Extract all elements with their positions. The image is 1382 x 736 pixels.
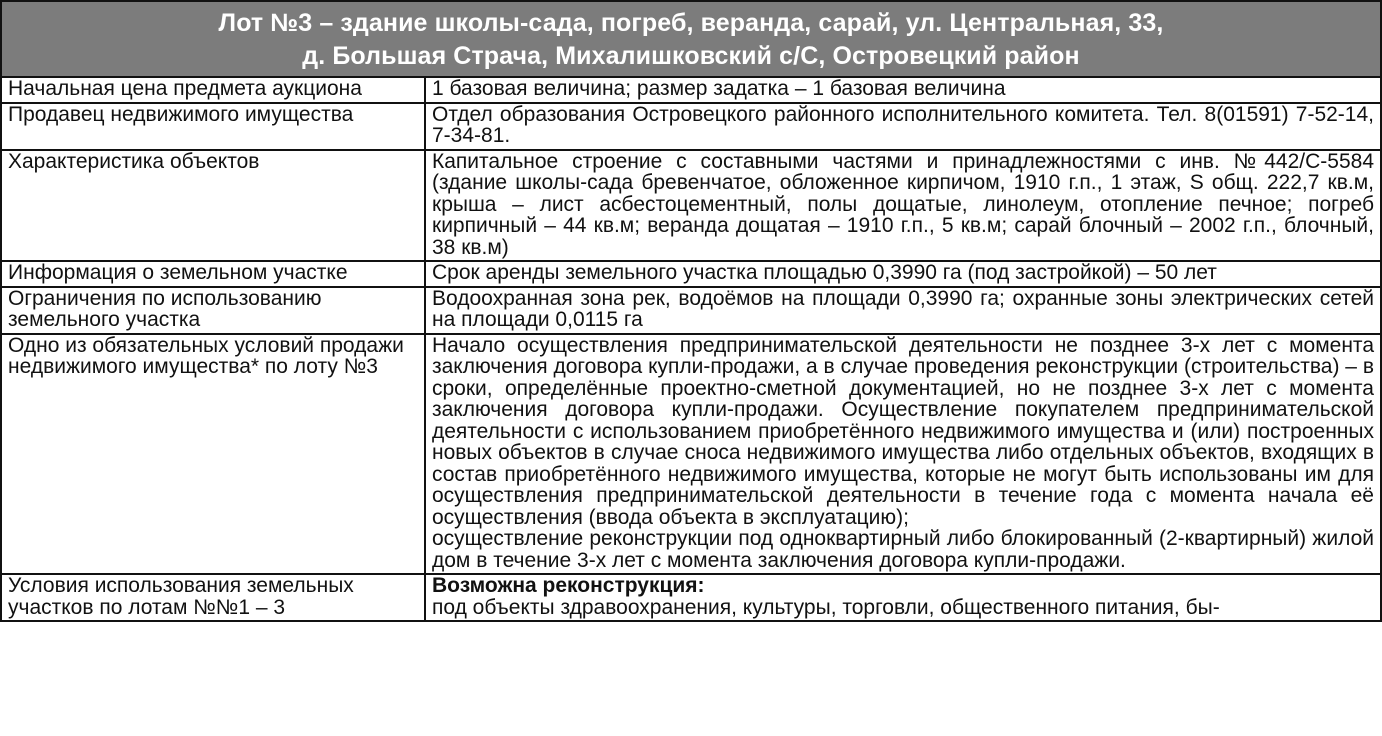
value-paragraph: под объекты здравоохранения, культуры, торговли, общественного питания, бы- (432, 595, 1220, 619)
row-sale-condition (1, 334, 1381, 575)
row-label: Ограничения по использованию земельного участка (1, 287, 425, 334)
value-heading: Возможна реконструкция: (432, 574, 705, 597)
row-value (425, 334, 1381, 575)
value-paragraph: Водоохранная зона рек, водоёмов на площади 0,3990 га; охранные зоны электрических сетей на площади 0,0115 га (432, 286, 1374, 331)
row-object-characteristics (1, 150, 1381, 262)
value-paragraph: Срок аренды земельного участка площадью 0,3990 га (под застройкой) – 50 лет (432, 261, 1217, 284)
value-paragraph: Отдел образования Островецкого районного исполнительного комитета. Тел. 8(01591) 7-52-14, 7-34-81. (432, 102, 1374, 147)
row-label: Условия использования земельных участков по лотам №№1 – 3 (1, 574, 425, 621)
row-value (425, 103, 1381, 150)
row-seller (1, 103, 1381, 150)
row-land-plot-info (1, 261, 1381, 287)
lot-header (0, 0, 1382, 77)
row-value (425, 574, 1381, 621)
row-label: Начальная цена предмета аукциона (1, 77, 425, 103)
value-paragraph: Начало осуществления предпринимательской деятельности не позднее 3-х лет с момента заключения договора купли-продажи, а в случае проведения реконструкции (строительства) – в сроки, определённые проектно-сметной документацией, но не позднее 3-х лет с момента заключения договора купли-продажи. Осуществление покупателем предпринимательской деятельности с использованием приобретённого недвижимого имущества и (или) построенных новых объектов в случае сноса недвижимого имущества либо отдельных объектов, входящих в состав приобретённого недвижимого имущества, которые не могут быть использованы им для осуществления предпринимательской деятельности в течение года с момента начала её осуществления (ввода объекта в эксплуатацию); (432, 333, 1374, 529)
row-label: Информация о земельном участке (1, 261, 425, 287)
lot-details-table (0, 76, 1382, 622)
row-label: Продавец недвижимого имущества (1, 103, 425, 150)
lot-title-line-1: Лот №3 – здание школы-сада, погреб, веранда, сарай, ул. Центральная, 33, (218, 9, 1164, 37)
value-paragraph: 1 базовая величина; размер задатка – 1 базовая величина (432, 77, 1006, 100)
row-value (425, 150, 1381, 262)
row-value (425, 77, 1381, 103)
row-land-use-conditions (1, 574, 1381, 621)
row-land-restrictions (1, 287, 1381, 334)
row-value (425, 261, 1381, 287)
row-value (425, 287, 1381, 334)
row-starting-price (1, 77, 1381, 103)
value-paragraph: осуществление реконструкции под одноквартирный либо блокированный (2-квартирный) жилой дом в течение 3-х лет с момента заключения договора купли-продажи. (432, 527, 1374, 572)
lot-title-line-2: д. Большая Страча, Михалишковский с/С, Островецкий район (302, 42, 1080, 70)
value-paragraph: Капитальное строение с составными частями и принадлежностями с инв. №442/С-5584 (здание школы-сада бревенчатое, обложенное кирпичом, 1910 г.п., 1 этаж, S общ. 222,7 кв.м, крыша – лист асбестоцементный, полы дощатые, линолеум, отопление печное; погреб кирпичный – 44 кв.м; веранда дощатая – 1910 г.п., 5 кв.м; сарай блочный – 2002 г.п., блочный, 38 кв.м) (432, 149, 1374, 259)
row-label: Характеристика объектов (1, 150, 425, 262)
row-label: Одно из обязательных условий продажи недвижимого имущества* по лоту №3 (1, 334, 425, 575)
